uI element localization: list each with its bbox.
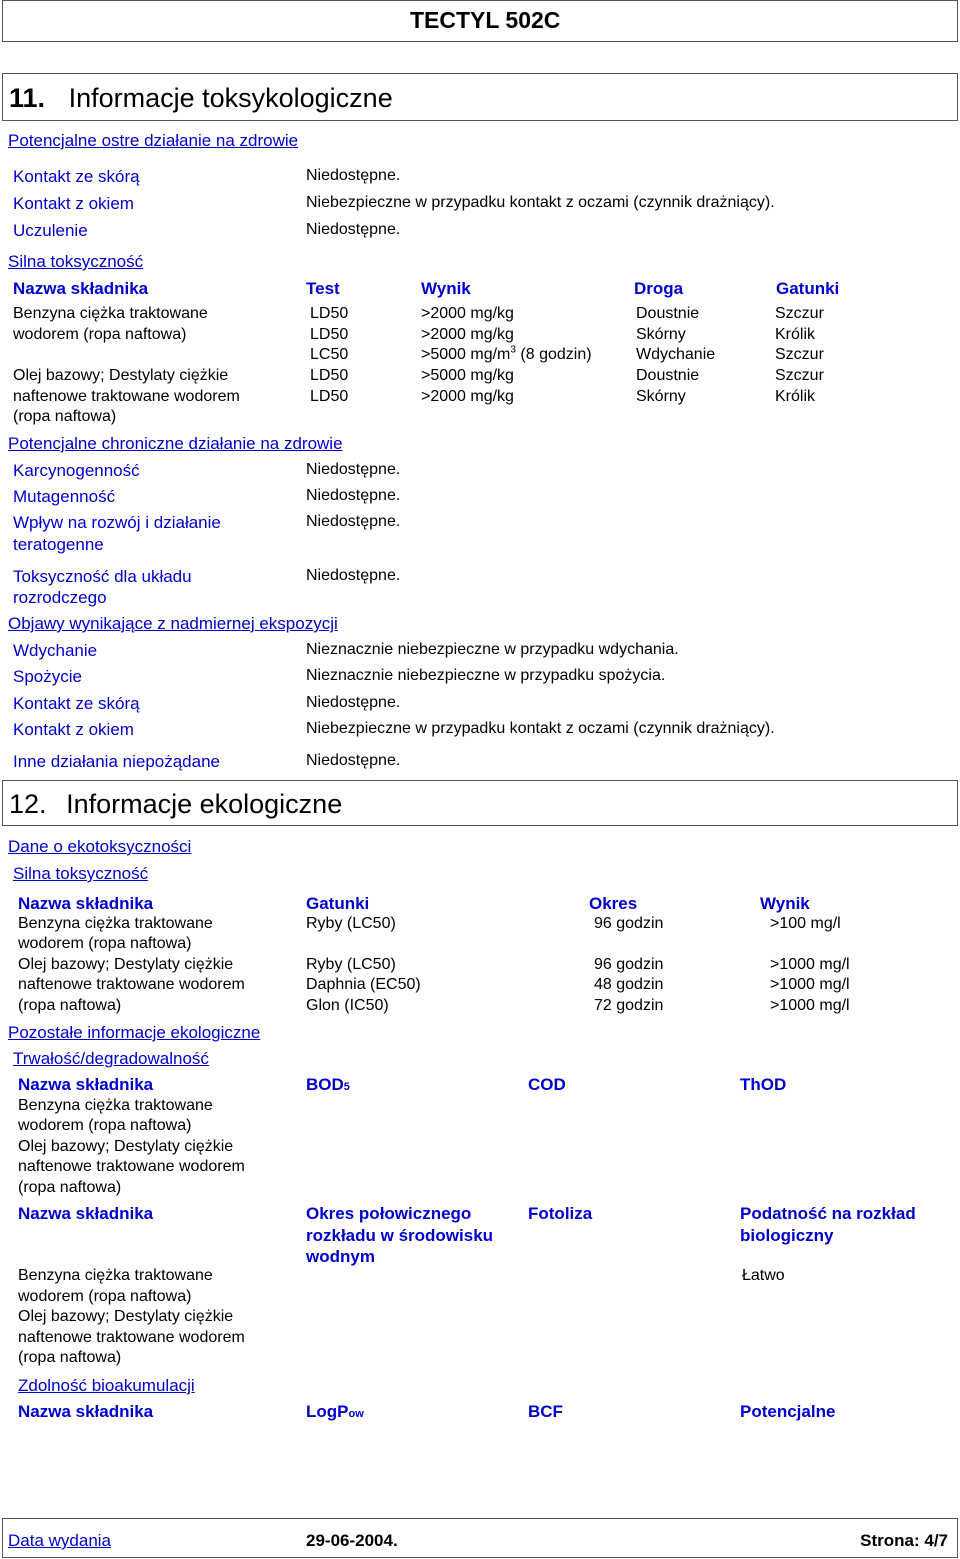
eco-result: >1000 mg/l [770,956,850,973]
symptom-label-ingestion: Spożycie [13,667,82,686]
acute-label-sensitization: Uczulenie [13,221,88,240]
logp-subscript: ow [348,1408,364,1420]
tox-route: Skórny [636,326,686,343]
tox-result-value: >5000 mg/m [421,346,511,363]
tox-result-suffix: (8 godzin) [515,346,592,363]
eco-species: Ryby (LC50) [306,956,396,973]
section-12-heading [9,788,342,820]
chronic-label-reproductive: Toksyczność dla układu [13,567,192,586]
persist-component-name: Benzyna ciężka traktowane [18,1097,213,1114]
bioacc-header-name: Nazwa składnika [18,1402,154,1421]
eco-species: Daphnia (EC50) [306,976,421,993]
eco-period: 72 godzin [594,997,664,1014]
symptoms-title: Objawy wynikające z nadmiernej ekspozycji [8,614,338,633]
eco-component-name: (ropa naftowa) [18,997,122,1014]
symptom-label-skin: Kontakt ze skórą [13,694,140,713]
acute-label-eye: Kontakt z okiem [13,194,134,213]
tox-route: Skórny [636,388,686,405]
section-12-title: Informacje ekologiczne [66,789,343,819]
logp-label: LogP [306,1402,349,1421]
footer-page-number: Strona: 4/7 [860,1531,948,1550]
tox-species: Szczur [775,305,824,322]
chronic-value: Niedostępne. [306,513,401,530]
persist-component-name: naftenowe traktowane wodorem [18,1158,245,1175]
tox-header-route: Droga [634,279,684,298]
persist-component-name: wodorem (ropa naftowa) [18,1117,192,1134]
eco-species: Glon (IC50) [306,997,389,1014]
tox-header-name: Nazwa składnika [13,279,149,298]
symptom-value: Nieznacznie niebezpieczne w przypadku wdychania. [306,641,679,658]
tox-result: >2000 mg/kg [421,326,514,343]
symptom-label-inhalation: Wdychanie [13,641,98,660]
halflife-component-name: Benzyna ciężka traktowane [18,1267,213,1284]
halflife-component-name: naftenowe traktowane wodorem [18,1329,245,1346]
tox-test: LD50 [310,388,349,405]
section-11-heading [9,82,393,114]
tox-result-superscript: 3 [510,344,516,356]
eco-period: 96 godzin [594,915,664,932]
eco-header-period: Okres [589,894,638,913]
halflife-header-name: Nazwa składnika [18,1204,154,1223]
halflife-component-name: (ropa naftowa) [18,1349,122,1366]
persistence-title: Trwałość/degradowalność [13,1049,209,1068]
eco-period: 48 godzin [594,976,664,993]
tox-test: LD50 [310,367,349,384]
tox-test: LD50 [310,305,349,322]
persist-header-cod: COD [528,1075,566,1094]
biodegradability-value: Łatwo [742,1267,785,1284]
chronic-label-teratogenicity: Wpływ na rozwój i działanie [13,513,221,532]
eco-result: >1000 mg/l [770,997,850,1014]
persist-header-name: Nazwa składnika [18,1075,154,1094]
bioaccumulation-title: Zdolność bioakumulacji [18,1376,195,1395]
section-12-number: 12. [9,789,47,819]
halflife-header-photolysis: Fotoliza [528,1204,593,1223]
persist-component-name: (ropa naftowa) [18,1179,122,1196]
tox-species: Królik [775,388,816,405]
tox-component-name: Benzyna ciężka traktowane [13,305,208,322]
halflife-header-period: wodnym [306,1247,375,1266]
symptom-value: Niebezpieczne w przypadku kontakt z oczami (czynnik drażniący). [306,720,775,737]
tox-route: Wdychanie [636,346,716,363]
tox-result: >2000 mg/kg [421,388,514,405]
halflife-component-name: wodorem (ropa naftowa) [18,1288,192,1305]
footer-box [2,1518,958,1558]
halflife-header-biodegradability: biologiczny [740,1226,834,1245]
chronic-value: Niedostępne. [306,487,401,504]
tox-title: Silna toksyczność [8,252,144,271]
eco-period: 96 godzin [594,956,664,973]
chronic-label-mutagenicity: Mutagenność [13,487,116,506]
product-name: TECTYL 502C [410,7,561,33]
eco-result: >100 mg/l [770,915,841,932]
halflife-header-period: Okres połowicznego [306,1204,472,1223]
tox-header-test: Test [306,279,340,298]
halflife-component-name: Olej bazowy; Destylaty ciężkie [18,1308,234,1325]
bioacc-header-logp [306,1401,364,1425]
tox-result: >2000 mg/kg [421,305,514,322]
tox-component-name: (ropa naftowa) [13,408,117,425]
tox-test: LD50 [310,326,349,343]
acute-value-skin: Niedostępne. [306,167,401,184]
bod-label: BOD [306,1075,344,1094]
tox-header-species: Gatunki [776,279,840,298]
tox-header-result: Wynik [421,279,471,298]
chronic-value: Niedostępne. [306,461,401,478]
other-effects-label: Inne działania niepożądane [13,752,221,771]
other-eco-title: Pozostałe informacje ekologiczne [8,1023,261,1042]
other-effects-value: Niedostępne. [306,752,401,769]
chronic-effects-title: Potencjalne chroniczne działanie na zdrowie [8,434,343,453]
ecotox-title: Dane o ekotoksyczności [8,837,192,856]
persist-header-bod [306,1074,350,1098]
acute-effects-title: Potencjalne ostre działanie na zdrowie [8,131,299,150]
eco-header-result: Wynik [760,894,810,913]
persist-component-name: Olej bazowy; Destylaty ciężkie [18,1138,234,1155]
tox-component-name: Olej bazowy; Destylaty ciężkie [13,367,229,384]
halflife-header-biodegradability: Podatność na rozkład [740,1204,916,1223]
eco-header-name: Nazwa składnika [18,894,154,913]
chronic-label-carcinogenicity: Karcynogenność [13,461,140,480]
tox-component-name: naftenowe traktowane wodorem [13,388,240,405]
bioacc-header-bcf: BCF [528,1402,563,1421]
eco-component-name: naftenowe traktowane wodorem [18,976,245,993]
symptom-label-eye: Kontakt z okiem [13,720,134,739]
eco-component-name: Olej bazowy; Destylaty ciężkie [18,956,234,973]
eco-result: >1000 mg/l [770,976,850,993]
tox-species: Szczur [775,346,824,363]
acute-label-skin: Kontakt ze skórą [13,167,140,186]
section-11-title: Informacje toksykologiczne [68,83,393,113]
halflife-header-period: rozkładu w środowisku [306,1226,494,1245]
tox-species: Szczur [775,367,824,384]
bioacc-header-potential: Potencjalne [740,1402,836,1421]
eco-component-name: wodorem (ropa naftowa) [18,935,192,952]
acute-value-eye: Niebezpieczne w przypadku kontakt z oczami (czynnik drażniący). [306,194,775,211]
symptom-value: Niedostępne. [306,694,401,711]
footer-issue-date-label: Data wydania [8,1531,112,1550]
tox-result [421,345,592,366]
tox-route: Doustnie [636,305,700,322]
tox-route: Doustnie [636,367,700,384]
chronic-label-teratogenicity: teratogenne [13,535,104,554]
chronic-label-reproductive: rozrodczego [13,588,107,607]
footer-issue-date: 29-06-2004. [306,1531,398,1550]
chronic-value: Niedostępne. [306,567,401,584]
tox-result: >5000 mg/kg [421,367,514,384]
tox-species: Królik [775,326,816,343]
section-11-number: 11. [9,83,46,113]
persist-header-thod: ThOD [740,1075,787,1094]
tox-component-name: wodorem (ropa naftowa) [13,326,187,343]
bod-subscript: 5 [343,1081,350,1093]
eco-header-species: Gatunki [306,894,370,913]
symptom-value: Nieznacznie niebezpieczne w przypadku spożycia. [306,667,666,684]
eco-species: Ryby (LC50) [306,915,396,932]
ecotox-subtitle: Silna toksyczność [13,864,149,883]
acute-value-sensitization: Niedostępne. [306,221,401,238]
eco-component-name: Benzyna ciężka traktowane [18,915,213,932]
tox-test: LC50 [310,346,349,363]
